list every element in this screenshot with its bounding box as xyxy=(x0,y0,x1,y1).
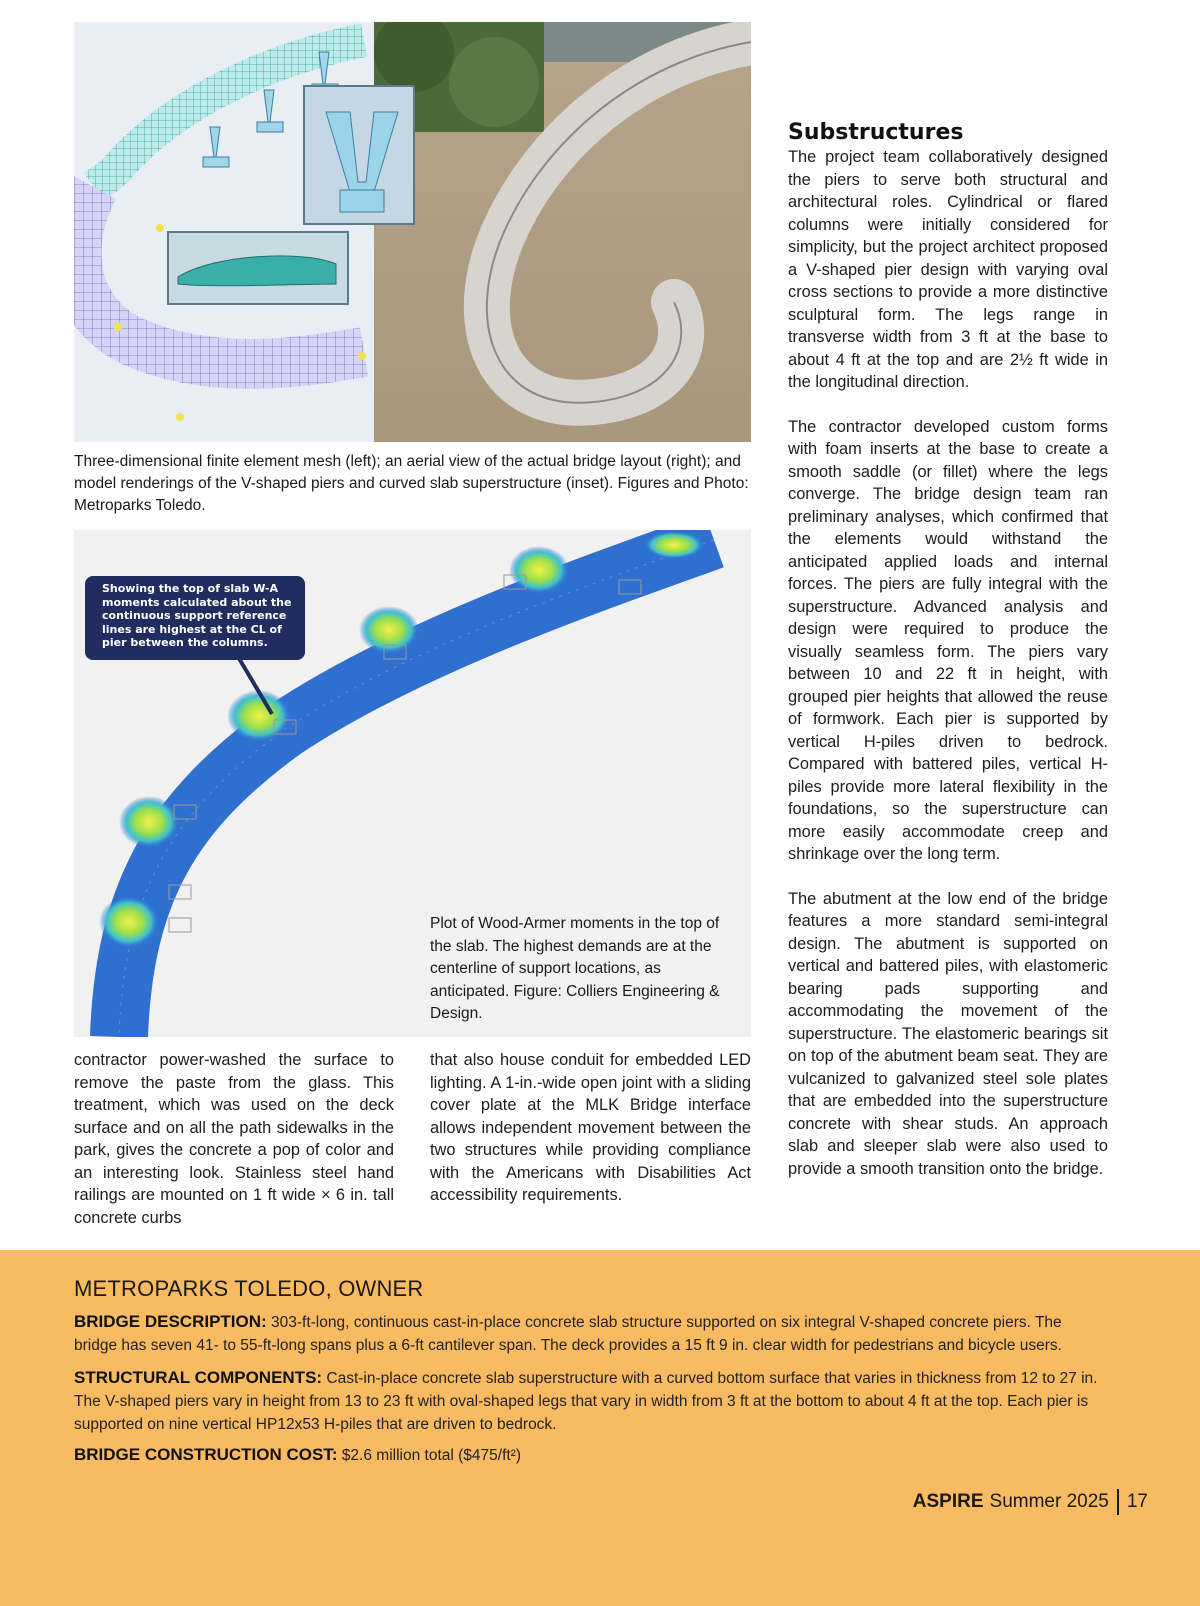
body-paragraph: The project team collaboratively designed the piers to serve both structural and architectural roles. Cylindrical or flared columns were initially considered for simplicity, but the project architect proposed a V-shaped pier design with varying oval cross sections to provide a more distinctive sculptural form. The legs range in transverse width from 3 ft at the base to about 4 ft at the top and are 2½ ft wide in the longitudinal direction. xyxy=(788,148,1108,391)
footer-divider xyxy=(1117,1489,1119,1515)
figure-fe-mesh-and-aerial-photo xyxy=(74,22,751,442)
body-column-middle xyxy=(430,1049,751,1207)
structural-components xyxy=(74,1366,1104,1436)
section-heading: Substructures xyxy=(788,120,964,145)
body-paragraph: that also house conduit for embedded LED lighting. A 1-in.-wide open joint with a sliding cover plate at the MLK Bridge interface allows independent movement between the two structures while providing compliance with the Americans with Disabilities Act accessibility requirements. xyxy=(430,1051,751,1204)
body-paragraph: The abutment at the low end of the bridge features a more standard semi-integral design. The abutment is supported on vertical and battered piles, with elastomeric bearing pads supporting and accommodating the movement of the superstructure. The elastomeric bearings sit on top of the abutment beam seat. They are vulcanized to galvanized steel sole plates that are embedded into the superstructure concrete with shear studs. An approach slab and sleeper slab were also used to provide a smooth transition onto the bridge. xyxy=(788,889,1108,1178)
magazine-name: ASPIRE xyxy=(912,1491,984,1512)
figure-bottom-caption: Plot of Wood-Armer moments in the top of the slab. The highest demands are at the centerline of support locations, as anticipated. Figure: Colliers Engineering & Design. xyxy=(430,913,740,1026)
page-footer xyxy=(913,1489,1148,1515)
body-column-right xyxy=(788,120,1108,1180)
construction-cost-text: $2.6 million total ($475/ft²) xyxy=(341,1447,522,1464)
structural-components-text: Cast-in-place concrete slab superstructure with a curved bottom surface that varies in thickness from 12 to 27 in. The V-shaped piers vary in height from 13 to 23 ft with oval-shaped legs that vary in width from 3 ft at the bottom to about 4 ft at the top. Each pier is supported on nine vertical HP12x53 H-piles that are driven to bedrock. xyxy=(74,1370,1098,1433)
figure-top-caption: Three-dimensional finite element mesh (left); an aerial view of the actual bridge layout (right); and model renderings of the V-shaped piers and curved slab superstructure (inset). Figures and Photo: Metroparks Toledo. xyxy=(74,453,749,514)
page-number: 17 xyxy=(1126,1491,1148,1512)
construction-cost-label: BRIDGE CONSTRUCTION COST: xyxy=(74,1445,338,1464)
issue-label: Summer 2025 xyxy=(989,1491,1109,1512)
body-paragraph: The contractor developed custom forms with foam inserts at the base to create a smooth saddle (or fillet) where the legs converge. The bridge design team ran preliminary analyses, which confirmed that the elements would withstand the anticipated applied loads and internal forces. The piers are fully integral with the superstructure. Advanced analysis and design were required to produce the visually seamless form. The piers vary between 10 and 22 ft in height, with grouped pier heights that allowed the reuse of formwork. Each pier is supported by vertical H-piles driven to bedrock. Compared with battered piles, vertical H-piles provide more lateral flexibility in the foundations, so the superstructure can more easily accommodate creep and shrinkage over the long term. xyxy=(788,417,1108,863)
bridge-description xyxy=(74,1310,1104,1357)
bridge-description-label: BRIDGE DESCRIPTION: xyxy=(74,1312,267,1331)
structural-components-label: STRUCTURAL COMPONENTS: xyxy=(74,1368,323,1387)
body-column-left xyxy=(74,1049,394,1229)
fe-mesh-aerial-illustration xyxy=(74,22,751,442)
bridge-description-text: 303-ft-long, continuous cast-in-place concrete slab structure supported on six integral V-shaped concrete piers. The bridge has seven 41- to 55-ft-long spans plus a 6-ft cantilever span. The deck provides a 15 ft 9 in. clear width for pedestrians and bicycle users. xyxy=(74,1314,1062,1354)
construction-cost xyxy=(74,1443,1104,1467)
owner-title: METROPARKS TOLEDO, OWNER xyxy=(74,1276,424,1301)
body-paragraph: contractor power-washed the surface to remove the paste from the glass. This treatment, which was used on the deck surface and on all the path sidewalks in the park, gives the concrete a pop of color and an interesting look. Stainless steel hand railings are mounted on 1 ft wide × 6 in. tall concrete curbs xyxy=(74,1051,394,1227)
figure-callout-box: Showing the top of slab W-A moments calculated about the continuous support reference lines are highest at the CL of pier between the columns. xyxy=(85,576,305,660)
section-body xyxy=(788,146,1108,1180)
